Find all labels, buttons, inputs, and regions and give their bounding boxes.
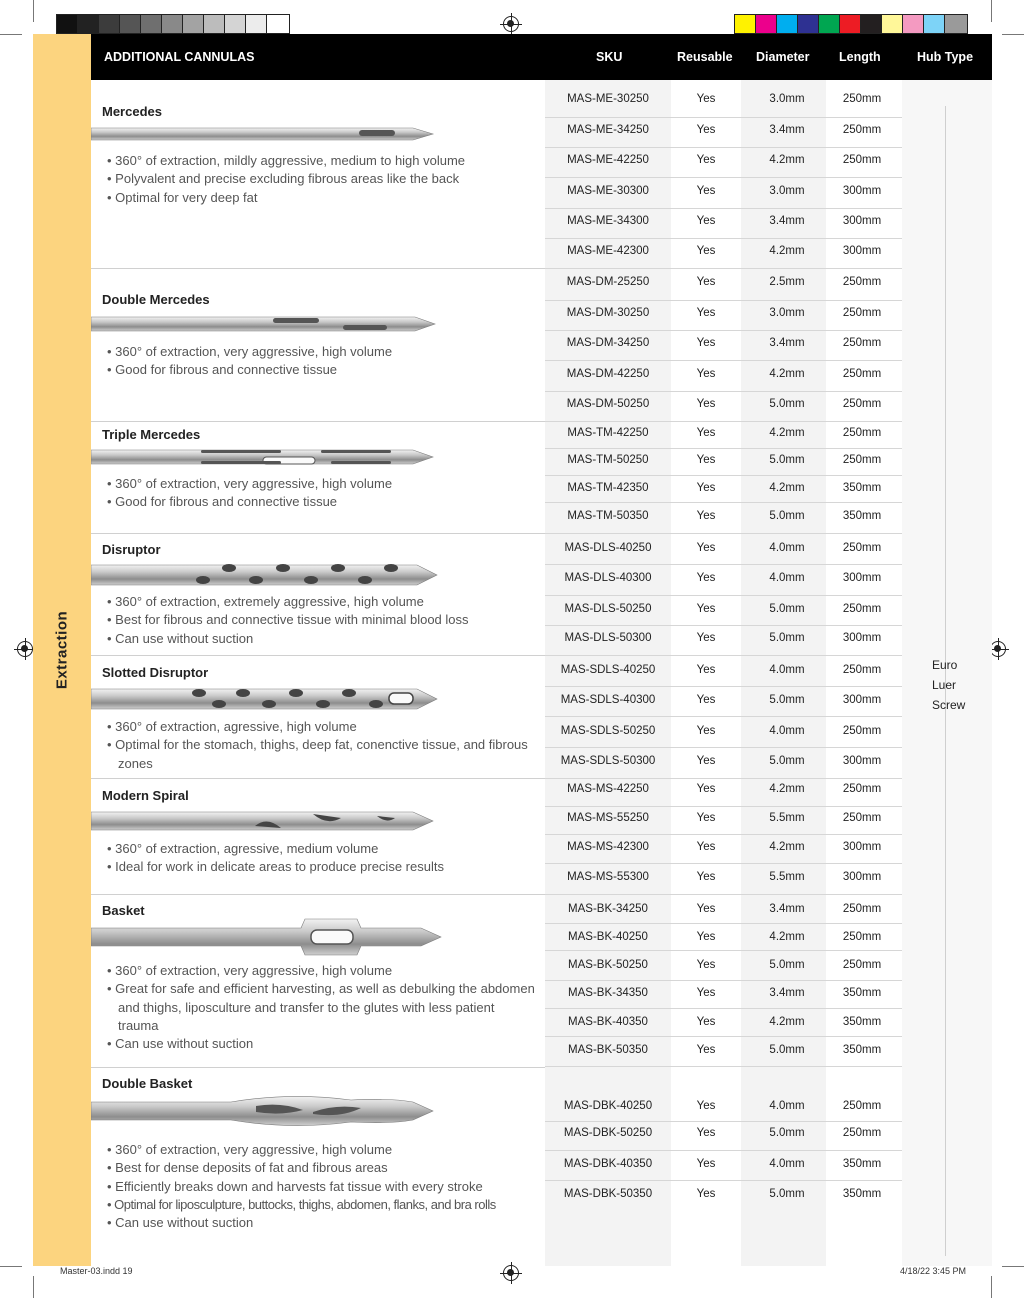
row-divider (545, 564, 902, 565)
diameter-cell: 5.0mm (769, 959, 805, 971)
bullet-text: • Great for safe and efficient harvesting, as well as debulking the abdomen and thighs, liposculture and transfer to the glutes with less patient trauma (107, 981, 535, 1033)
sku-cell: MAS-MS-55250 (567, 812, 649, 824)
sku-cell: MAS-BK-34250 (568, 903, 648, 915)
reusable-cell: Yes (696, 398, 716, 410)
length-cell: 250mm (842, 903, 882, 915)
sku-cell: MAS-DM-50250 (566, 398, 650, 410)
header-length: Length (839, 50, 881, 64)
footer-file-name: Master-03.indd 19 (60, 1266, 133, 1276)
diameter-cell: 3.4mm (769, 337, 805, 349)
row-divider (545, 533, 902, 534)
row-divider (545, 268, 902, 269)
section-divider (91, 533, 545, 534)
diameter-cell: 5.0mm (769, 510, 805, 522)
reusable-cell: Yes (696, 987, 716, 999)
length-cell: 300mm (842, 694, 882, 706)
registration-mark-icon (503, 1265, 519, 1281)
diameter-cell: 4.0mm (769, 1158, 805, 1170)
diameter-cell: 4.2mm (769, 1016, 805, 1028)
length-cell: 250mm (842, 93, 882, 105)
hub-type-line: Euro (932, 658, 958, 672)
reusable-cell: Yes (696, 276, 716, 288)
sku-cell: MAS-TM-42350 (567, 482, 649, 494)
row-divider (545, 950, 902, 951)
bullet-text: • Good for fibrous and connective tissue (107, 362, 338, 378)
diameter-cell: 5.0mm (769, 755, 805, 767)
bullet-text: • 360° of extraction, agressive, medium volume (107, 841, 379, 856)
length-cell: 350mm (842, 1044, 882, 1056)
reusable-cell: Yes (696, 1188, 716, 1200)
reusable-cell: Yes (696, 871, 716, 883)
reusable-cell: Yes (696, 755, 716, 767)
table-header (91, 34, 992, 80)
reusable-cell: Yes (696, 664, 716, 676)
bullet-text: • 360° of extraction, very aggressive, high volume (107, 344, 393, 359)
basket-cannula-image (91, 916, 447, 958)
diameter-cell: 5.5mm (769, 812, 805, 824)
sku-cell: MAS-MS-55300 (567, 871, 649, 883)
sku-cell: MAS-ME-34300 (567, 215, 649, 227)
sku-cell: MAS-BK-40350 (568, 1016, 648, 1028)
product-name: Slotted Disruptor (102, 665, 209, 680)
length-cell: 300mm (842, 572, 882, 584)
row-divider (545, 1150, 902, 1151)
modern-spiral-cannula-image (91, 806, 441, 836)
header-reusable: Reusable (677, 50, 733, 64)
header-sku: SKU (596, 50, 623, 64)
length-cell: 250mm (842, 1127, 882, 1139)
diameter-cell: 3.0mm (769, 93, 805, 105)
bullet-text: • Ideal for work in delicate areas to produce precise results (107, 859, 444, 875)
length-cell: 300mm (842, 871, 882, 883)
sku-cell: MAS-BK-34350 (568, 987, 648, 999)
length-cell: 250mm (842, 812, 882, 824)
length-cell: 250mm (842, 931, 882, 943)
length-cell: 250mm (842, 154, 882, 166)
section-label: Extraction (53, 610, 71, 690)
double-basket-cannula-image (91, 1092, 441, 1130)
length-cell: 250mm (842, 1100, 882, 1112)
row-divider (545, 502, 902, 503)
diameter-cell: 3.4mm (769, 987, 805, 999)
sku-cell: MAS-TM-42250 (567, 427, 649, 439)
row-divider (545, 147, 902, 148)
sku-cell: MAS-ME-42250 (567, 154, 649, 166)
length-cell: 250mm (842, 959, 882, 971)
reusable-cell: Yes (696, 1127, 716, 1139)
length-cell: 250mm (842, 337, 882, 349)
row-divider (545, 655, 902, 656)
reusable-cell: Yes (696, 725, 716, 737)
row-divider (545, 475, 902, 476)
diameter-cell: 4.2mm (769, 427, 805, 439)
sku-cell: MAS-DM-30250 (566, 307, 650, 319)
product-name: Double Mercedes (102, 292, 210, 307)
reusable-cell: Yes (696, 245, 716, 257)
reusable-cell: Yes (696, 572, 716, 584)
length-cell: 250mm (842, 454, 882, 466)
disruptor-cannula-image (91, 559, 443, 591)
row-divider (545, 1180, 902, 1181)
row-divider (545, 1121, 902, 1122)
row-divider (545, 1066, 902, 1067)
bullet-text: • Best for fibrous and connective tissue with minimal blood loss (107, 612, 469, 628)
product-bullets (107, 718, 537, 773)
length-cell: 350mm (842, 1188, 882, 1200)
product-bullets (107, 475, 537, 512)
diameter-cell: 4.2mm (769, 245, 805, 257)
bullet-text: • Can use without suction (107, 630, 254, 646)
row-divider (545, 300, 902, 301)
diameter-cell: 4.2mm (769, 931, 805, 943)
reusable-cell: Yes (696, 368, 716, 380)
reusable-cell: Yes (696, 482, 716, 494)
reusable-cell: Yes (696, 337, 716, 349)
bullet-text: • Best for dense deposits of fat and fibrous areas (107, 1160, 388, 1176)
length-cell: 250mm (842, 783, 882, 795)
reusable-cell: Yes (696, 812, 716, 824)
reusable-cell: Yes (696, 307, 716, 319)
product-bullets (107, 343, 537, 380)
row-divider (545, 625, 902, 626)
length-cell: 250mm (842, 427, 882, 439)
footer-timestamp: 4/18/22 3:45 PM (900, 1266, 967, 1276)
section-divider (91, 268, 545, 269)
length-cell: 300mm (842, 841, 882, 853)
header-diameter: Diameter (756, 50, 810, 64)
product-name: Triple Mercedes (102, 427, 201, 442)
row-divider (545, 923, 902, 924)
row-divider (545, 330, 902, 331)
bullet-text: • 360° of extraction, very aggressive, high volume (107, 1142, 393, 1157)
reusable-cell: Yes (696, 185, 716, 197)
reusable-cell: Yes (696, 1016, 716, 1028)
sku-cell: MAS-DBK-40250 (563, 1100, 653, 1112)
diameter-cell: 5.0mm (769, 1044, 805, 1056)
bullet-text: • 360° of extraction, extremely aggressive, high volume (107, 594, 424, 609)
diameter-cell: 3.0mm (769, 185, 805, 197)
header-title: ADDITIONAL CANNULAS (104, 50, 255, 64)
length-cell: 250mm (842, 542, 882, 554)
length-cell: 300mm (842, 185, 882, 197)
bullet-text: • Good for fibrous and connective tissue (107, 494, 338, 510)
sku-cell: MAS-DBK-50350 (563, 1188, 653, 1200)
sku-cell: MAS-DM-42250 (566, 368, 650, 380)
section-divider (91, 894, 545, 895)
length-cell: 300mm (842, 632, 882, 644)
sku-cell: MAS-SDLS-50250 (560, 725, 656, 737)
bullet-text: • Can use without suction (107, 1036, 254, 1052)
product-bullets (107, 962, 537, 1053)
bullet-text: • 360° of extraction, mildly aggressive, medium to high volume (107, 153, 466, 168)
row-divider (545, 778, 902, 779)
row-divider (545, 391, 902, 392)
sku-cell: MAS-DM-25250 (566, 276, 650, 288)
sku-cell: MAS-DLS-50300 (564, 632, 652, 644)
reusable-cell: Yes (696, 154, 716, 166)
reusable-cell: Yes (696, 632, 716, 644)
product-name: Modern Spiral (102, 788, 189, 803)
section-divider (91, 421, 545, 422)
row-divider (545, 686, 902, 687)
reusable-cell: Yes (696, 783, 716, 795)
sku-cell: MAS-BK-50350 (568, 1044, 648, 1056)
product-bullets (107, 840, 537, 877)
reusable-cell: Yes (696, 694, 716, 706)
row-divider (545, 894, 902, 895)
diameter-cell: 4.2mm (769, 482, 805, 494)
bullet-text: • Optimal for the stomach, thighs, deep fat, conenctive tissue, and fibrous zones (107, 737, 528, 771)
sku-cell: MAS-ME-34250 (567, 124, 649, 136)
diameter-cell: 4.0mm (769, 1100, 805, 1112)
diameter-cell: 4.0mm (769, 572, 805, 584)
row-divider (545, 177, 902, 178)
diameter-cell: 5.0mm (769, 694, 805, 706)
diameter-cell: 3.4mm (769, 215, 805, 227)
diameter-cell: 3.4mm (769, 124, 805, 136)
reusable-cell: Yes (696, 1100, 716, 1112)
sku-cell: MAS-SDLS-40250 (560, 664, 656, 676)
reusable-cell: Yes (696, 427, 716, 439)
product-bullets (107, 1141, 537, 1232)
reusable-cell: Yes (696, 603, 716, 615)
reusable-cell: Yes (696, 1044, 716, 1056)
row-divider (545, 1008, 902, 1009)
diameter-cell: 5.0mm (769, 632, 805, 644)
row-divider (545, 360, 902, 361)
diameter-cell: 4.2mm (769, 841, 805, 853)
length-cell: 250mm (842, 398, 882, 410)
section-divider (91, 655, 545, 656)
diameter-cell: 5.0mm (769, 454, 805, 466)
diameter-cell: 5.0mm (769, 398, 805, 410)
row-divider (545, 595, 902, 596)
diameter-cell: 5.5mm (769, 871, 805, 883)
registration-mark-icon (17, 641, 33, 657)
bullet-text: • Can use without suction (107, 1215, 254, 1231)
sku-cell: MAS-DBK-50250 (563, 1127, 653, 1139)
sku-cell: MAS-ME-30300 (567, 185, 649, 197)
length-cell: 250mm (842, 368, 882, 380)
hub-type-line: Screw (932, 698, 966, 712)
product-name: Double Basket (102, 1076, 193, 1091)
diameter-cell: 4.2mm (769, 368, 805, 380)
reusable-cell: Yes (696, 93, 716, 105)
length-cell: 250mm (842, 603, 882, 615)
row-divider (545, 980, 902, 981)
diameter-cell: 4.0mm (769, 725, 805, 737)
sku-cell: MAS-MS-42250 (567, 783, 649, 795)
diameter-cell: 5.0mm (769, 603, 805, 615)
row-divider (545, 747, 902, 748)
bullet-text: • Efficiently breaks down and harvests fat tissue with every stroke (107, 1178, 483, 1194)
sku-cell: MAS-BK-50250 (568, 959, 648, 971)
hub-type-value (932, 655, 992, 715)
diameter-cell: 5.0mm (769, 1127, 805, 1139)
row-divider (545, 806, 902, 807)
length-cell: 350mm (842, 987, 882, 999)
reusable-cell: Yes (696, 959, 716, 971)
reusable-cell: Yes (696, 542, 716, 554)
registration-mark-icon (990, 641, 1006, 657)
bullet-text: • Optimal for liposculpture, buttocks, thighs, abdomen, flanks, and bra rolls (107, 1196, 496, 1212)
length-cell: 250mm (842, 276, 882, 288)
diameter-cell: 4.2mm (769, 783, 805, 795)
double-mercedes-cannula-image (91, 312, 441, 336)
reusable-cell: Yes (696, 454, 716, 466)
reusable-cell: Yes (696, 124, 716, 136)
row-divider (545, 117, 902, 118)
reusable-cell: Yes (696, 903, 716, 915)
sku-cell: MAS-TM-50250 (567, 454, 649, 466)
length-cell: 350mm (842, 482, 882, 494)
product-bullets (107, 152, 537, 207)
reusable-cell: Yes (696, 1158, 716, 1170)
row-divider (545, 716, 902, 717)
diameter-cell: 3.0mm (769, 307, 805, 319)
section-divider (91, 1067, 545, 1068)
length-cell: 350mm (842, 1158, 882, 1170)
row-divider (545, 421, 902, 422)
mercedes-cannula-image (91, 123, 441, 145)
diameter-cell: 4.0mm (769, 664, 805, 676)
triple-mercedes-cannula-image (91, 445, 441, 469)
product-name: Disruptor (102, 542, 161, 557)
diameter-cell: 5.0mm (769, 1188, 805, 1200)
sku-cell: MAS-MS-42300 (567, 841, 649, 853)
sku-cell: MAS-ME-42300 (567, 245, 649, 257)
sku-cell: MAS-TM-50350 (567, 510, 649, 522)
diameter-cell: 2.5mm (769, 276, 805, 288)
product-name: Mercedes (102, 104, 162, 119)
bullet-text: • Optimal for very deep fat (107, 189, 258, 205)
registration-mark-icon (503, 16, 519, 32)
bullet-text: • 360° of extraction, agressive, high volume (107, 719, 357, 734)
length-cell: 300mm (842, 245, 882, 257)
row-divider (545, 238, 902, 239)
length-cell: 250mm (842, 664, 882, 676)
bullet-text: • 360° of extraction, very aggressive, high volume (107, 963, 393, 978)
header-hub-type: Hub Type (917, 50, 974, 64)
reusable-cell: Yes (696, 841, 716, 853)
product-bullets (107, 593, 537, 648)
length-cell: 250mm (842, 725, 882, 737)
row-divider (545, 863, 902, 864)
reusable-cell: Yes (696, 510, 716, 522)
row-divider (545, 834, 902, 835)
row-divider (545, 448, 902, 449)
slotted-disruptor-cannula-image (91, 684, 443, 716)
sku-cell: MAS-DM-34250 (566, 337, 650, 349)
length-cell: 350mm (842, 1016, 882, 1028)
sku-cell: MAS-SDLS-50300 (560, 755, 656, 767)
row-divider (545, 208, 902, 209)
diameter-cell: 4.2mm (769, 154, 805, 166)
bullet-text: • Polyvalent and precise excluding fibrous areas like the back (107, 171, 460, 187)
reusable-cell: Yes (696, 215, 716, 227)
length-cell: 350mm (842, 510, 882, 522)
length-cell: 300mm (842, 215, 882, 227)
hub-type-line: Luer (932, 678, 957, 692)
section-divider (91, 778, 545, 779)
sku-cell: MAS-DLS-50250 (564, 603, 652, 615)
row-divider (545, 1036, 902, 1037)
bullet-text: • 360° of extraction, very aggressive, high volume (107, 476, 393, 491)
sku-cell: MAS-ME-30250 (567, 93, 649, 105)
length-cell: 300mm (842, 755, 882, 767)
sku-cell: MAS-DLS-40250 (564, 542, 652, 554)
length-cell: 250mm (842, 307, 882, 319)
reusable-cell: Yes (696, 931, 716, 943)
sku-cell: MAS-BK-40250 (568, 931, 648, 943)
sku-cell: MAS-DBK-40350 (563, 1158, 653, 1170)
sku-cell: MAS-DLS-40300 (564, 572, 652, 584)
sku-cell: MAS-SDLS-40300 (560, 694, 656, 706)
length-cell: 250mm (842, 124, 882, 136)
diameter-cell: 3.4mm (769, 903, 805, 915)
product-name: Basket (102, 903, 145, 918)
diameter-cell: 4.0mm (769, 542, 805, 554)
